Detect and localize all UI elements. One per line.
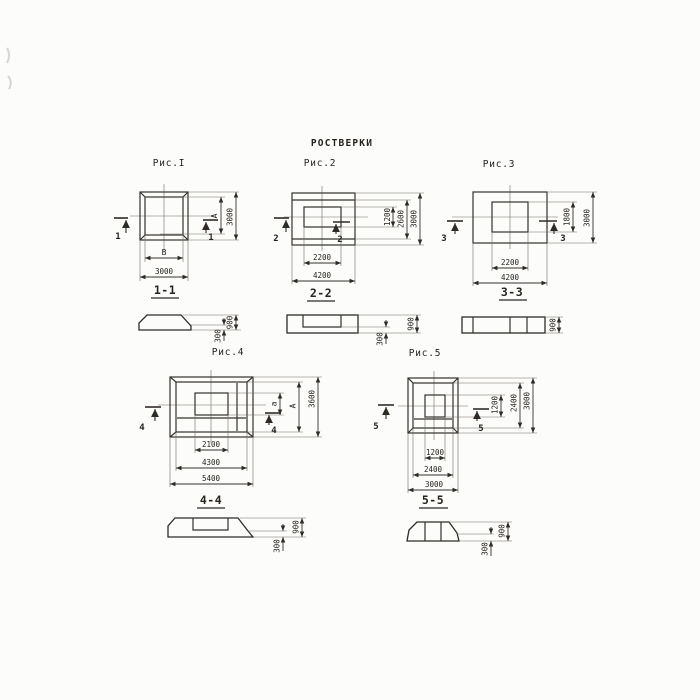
section2-profile <box>287 315 358 333</box>
fig3-dim-opening-width: 2200 <box>500 258 520 267</box>
fig2-dim-opening-height: 1200 <box>383 207 392 227</box>
fig3-dim-outer-width: 4200 <box>500 273 520 282</box>
fig3-label: Рис.3 <box>482 159 516 170</box>
fig2-dim-opening-width: 2200 <box>312 253 332 262</box>
fig1-dim-inner-height: А <box>210 213 219 219</box>
fig2-label: Рис.2 <box>303 158 337 169</box>
fig5-dim-outer-width: 3000 <box>424 480 444 489</box>
section2-dim-step: 300 <box>375 332 385 346</box>
fig2-dim-outer-height: 3000 <box>409 209 419 229</box>
fig2-dim-outer-width: 4200 <box>312 271 332 280</box>
section4-profile <box>168 518 253 537</box>
fig5-dim-opening-height: 1200 <box>490 395 500 415</box>
section3-dim-height: 900 <box>548 318 558 332</box>
fig4-label: Рис.4 <box>211 347 245 358</box>
section1-dim-height: 900 <box>225 315 235 330</box>
fig5-dim-outer-height: 3000 <box>522 391 532 411</box>
fig4-cut-digit-left: 4 <box>139 423 145 433</box>
fig2-cut-digit-mid: 2 <box>337 235 343 245</box>
section5-label: 5-5 <box>421 493 445 507</box>
fig1-label: Рис.I <box>152 158 186 169</box>
section1-dim-step: 300 <box>213 329 223 343</box>
section1-profile <box>139 315 191 330</box>
fig2-dim-mid-height: 2600 <box>396 209 406 229</box>
fig5-label: Рис.5 <box>408 348 442 359</box>
fig5-dim-mid-height: 2400 <box>509 393 519 413</box>
section4-dim-height: 900 <box>291 520 301 534</box>
section3-profile <box>462 317 545 333</box>
fig3-cut-digit-mid: 3 <box>560 234 566 244</box>
fig1-cut-digit-left: 1 <box>115 232 121 242</box>
section4-label: 4-4 <box>199 493 223 507</box>
section1-label: 1-1 <box>153 283 177 297</box>
section4-dim-step: 300 <box>272 539 282 553</box>
fig4-cut-digit-mid: 4 <box>271 426 277 436</box>
fig4-dim-mid-height: А <box>288 403 298 409</box>
section5-dim-step: 300 <box>480 542 490 556</box>
fig5-cut-digit-mid: 5 <box>478 424 484 434</box>
section5-dim-height: 900 <box>497 524 507 538</box>
fig4-dim-mid-width: 4300 <box>201 458 221 467</box>
section2-dim-height: 900 <box>406 317 416 331</box>
page-title: РОСТВЕРКИ <box>310 138 374 149</box>
fig5-cut-digit-left: 5 <box>373 422 379 432</box>
fig4-dim-outer-width: 5400 <box>201 474 221 483</box>
fig1-dim-inner-width: В <box>161 248 167 257</box>
fig1-cut-digit-mid: 1 <box>208 233 214 243</box>
fig1-dim-outer-width: 3000 <box>154 267 174 276</box>
section3-label: 3-3 <box>500 285 524 299</box>
fig4-dim-outer-height: 3600 <box>307 389 317 409</box>
fig4-dim-opening-height: а <box>269 401 279 407</box>
fig3-dim-opening-height: 1800 <box>562 207 572 227</box>
fig2-cut-digit-left: 2 <box>273 234 279 244</box>
fig5-dim-mid-width: 2400 <box>423 465 443 474</box>
fig1-dim-outer-height: 3000 <box>225 207 235 227</box>
section2-label: 2-2 <box>309 286 333 300</box>
fig3-cut-digit-left: 3 <box>441 234 447 244</box>
section5-profile <box>407 522 459 541</box>
fig3-dim-outer-height: 3000 <box>582 208 592 228</box>
fig5-dim-opening-width: 1200 <box>425 448 445 457</box>
fig4-dim-opening-width: 2100 <box>201 440 221 449</box>
